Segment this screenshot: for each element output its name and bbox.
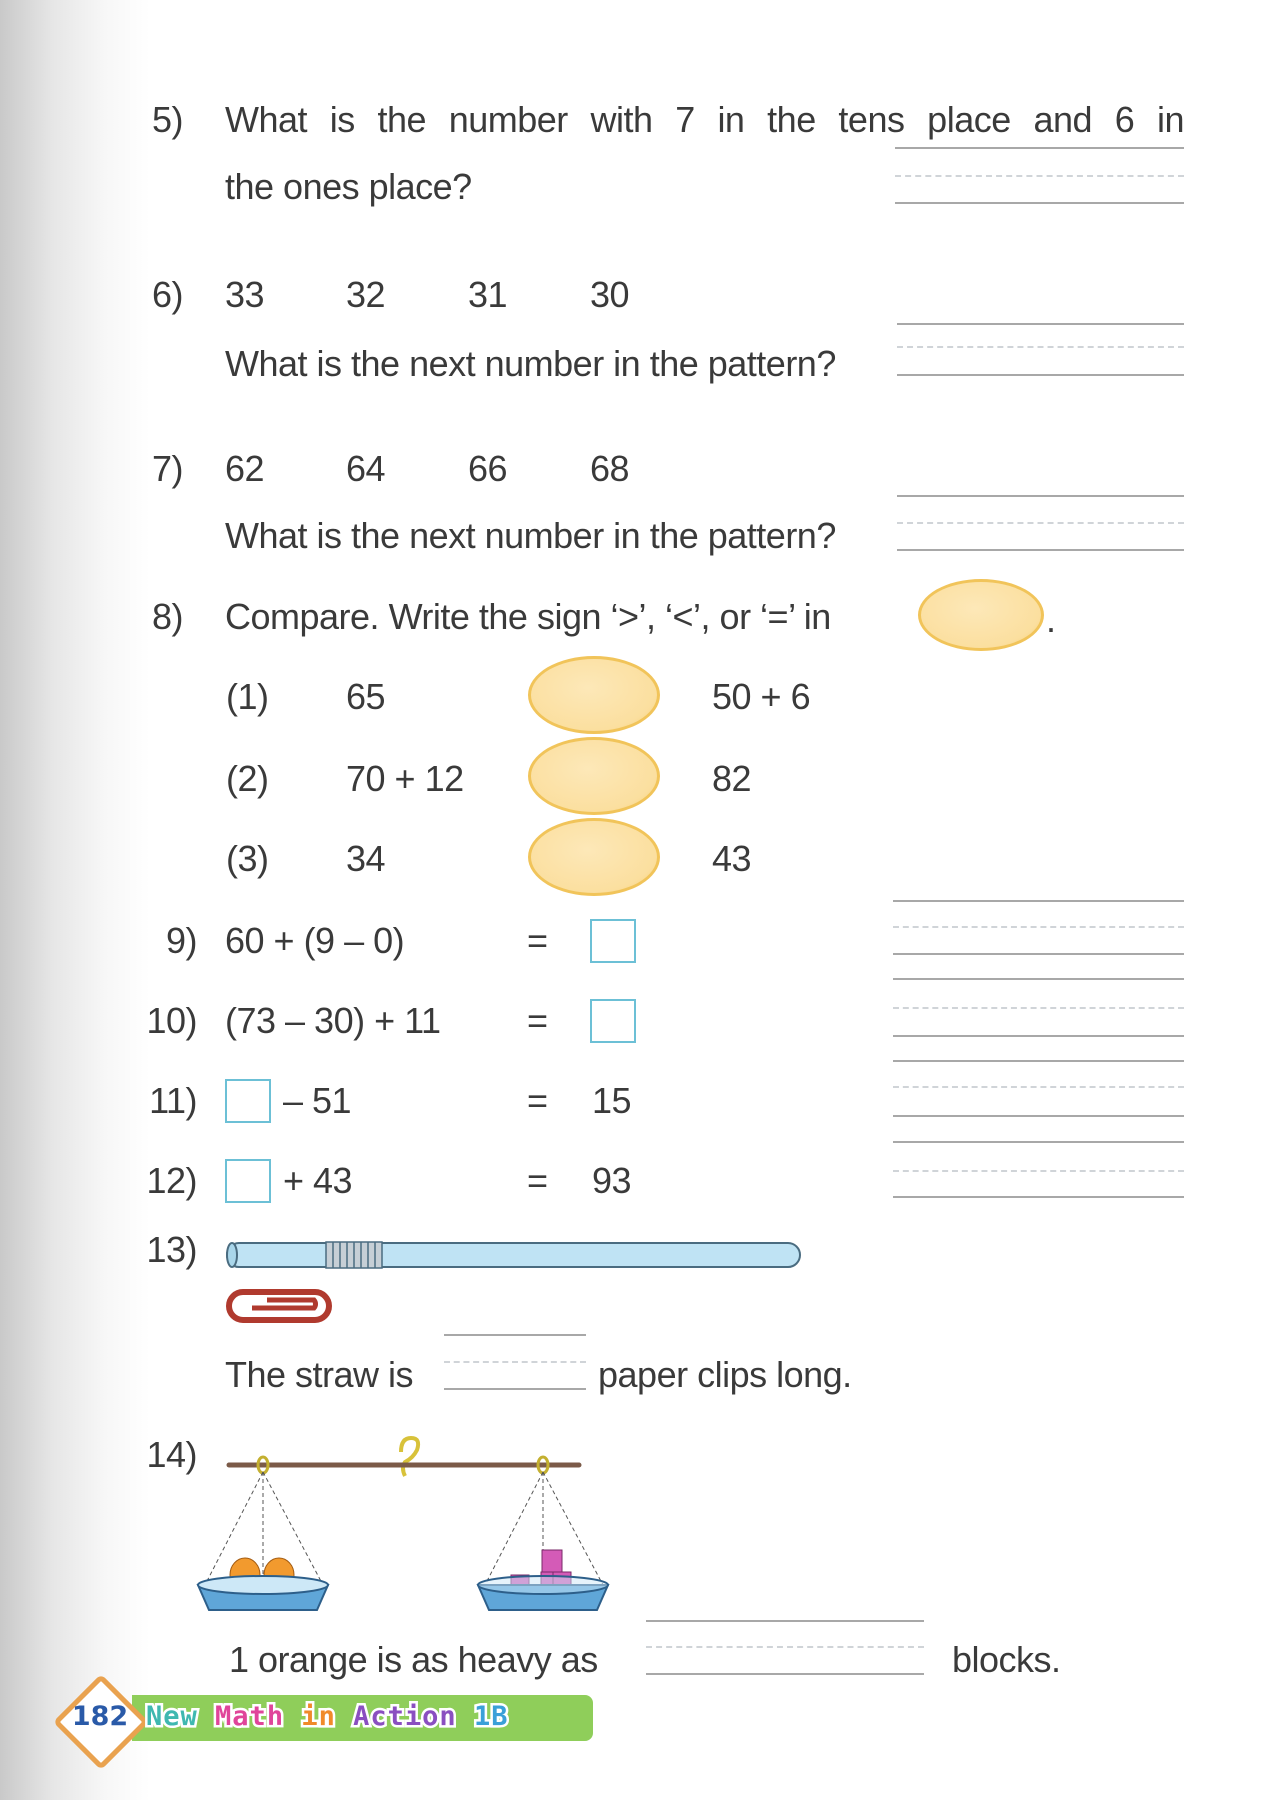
item-label: (1) xyxy=(226,676,269,717)
question-number: 12) xyxy=(146,1160,197,1201)
compare-left: 34 xyxy=(346,838,386,879)
expression: – 51 xyxy=(283,1080,352,1121)
sentence-text: paper clips long. xyxy=(598,1354,852,1395)
expression: + 43 xyxy=(283,1160,353,1201)
item-label: (3) xyxy=(226,838,269,879)
sequence-number: 32 xyxy=(346,274,386,315)
expression: (73 – 30) + 11 xyxy=(225,1000,441,1041)
equals-sign: = xyxy=(527,1080,548,1121)
expression: 60 + (9 – 0) xyxy=(225,920,405,961)
item-label: (2) xyxy=(226,758,269,799)
page-gutter-shadow xyxy=(0,0,150,1800)
straw-illustration xyxy=(222,1238,807,1328)
question-number: 10) xyxy=(146,1000,197,1041)
sign-answer-oval[interactable] xyxy=(528,656,660,734)
sequence-number: 33 xyxy=(225,274,265,315)
question-text: Compare. Write the sign ‘>’, ‘<’, or ‘=’ in xyxy=(225,596,831,637)
sentence-text: The straw is xyxy=(225,1354,414,1395)
question-number: 5) xyxy=(152,99,184,140)
answer-box[interactable] xyxy=(590,999,636,1043)
answer-box[interactable] xyxy=(225,1159,271,1203)
question-text: the ones place? xyxy=(225,166,472,207)
compare-right: 50 + 6 xyxy=(712,676,811,717)
result: 93 xyxy=(592,1160,632,1201)
book-title-word: in xyxy=(301,1701,336,1732)
compare-left: 65 xyxy=(346,676,386,717)
question-number: 7) xyxy=(152,448,184,489)
book-title-word: 1B xyxy=(473,1701,509,1732)
sign-answer-oval[interactable] xyxy=(528,737,660,815)
equals-sign: = xyxy=(527,1160,548,1201)
question-number: 8) xyxy=(152,596,184,637)
paper-clip-icon xyxy=(229,1292,329,1320)
answer-box[interactable] xyxy=(590,919,636,963)
question-number: 9) xyxy=(165,920,197,961)
result: 15 xyxy=(592,1080,632,1121)
question-number: 11) xyxy=(149,1080,197,1121)
book-title xyxy=(146,1699,508,1735)
page-number: 182 xyxy=(71,1701,129,1732)
question-text: What is the next number in the pattern? xyxy=(225,515,836,556)
compare-right: 82 xyxy=(712,758,752,799)
question-text: What is the number with 7 in the tens place and 6 in xyxy=(225,99,1184,140)
question-number: 14) xyxy=(146,1434,197,1475)
period: . xyxy=(1046,599,1056,640)
question-text: What is the next number in the pattern? xyxy=(225,343,836,384)
sequence-number: 68 xyxy=(590,448,630,489)
compare-right: 43 xyxy=(712,838,752,879)
sign-oval-example xyxy=(918,579,1044,651)
sequence-number: 66 xyxy=(468,448,508,489)
equals-sign: = xyxy=(527,920,548,961)
sentence-text: 1 orange is as heavy as xyxy=(229,1639,598,1680)
compare-left: 70 + 12 xyxy=(346,758,464,799)
book-title-word: Action xyxy=(353,1701,457,1732)
book-title-word: New xyxy=(146,1701,198,1732)
question-number: 6) xyxy=(152,274,184,315)
sequence-number: 31 xyxy=(468,274,508,315)
sequence-number: 62 xyxy=(225,448,265,489)
answer-box[interactable] xyxy=(225,1079,271,1123)
book-title-word: Math xyxy=(215,1701,285,1732)
sign-answer-oval[interactable] xyxy=(528,818,660,896)
sentence-text: blocks. xyxy=(952,1639,1061,1680)
sequence-number: 64 xyxy=(346,448,386,489)
question-number: 13) xyxy=(146,1229,197,1270)
equals-sign: = xyxy=(527,1000,548,1041)
sequence-number: 30 xyxy=(590,274,630,315)
balance-scale-illustration xyxy=(195,1420,615,1620)
